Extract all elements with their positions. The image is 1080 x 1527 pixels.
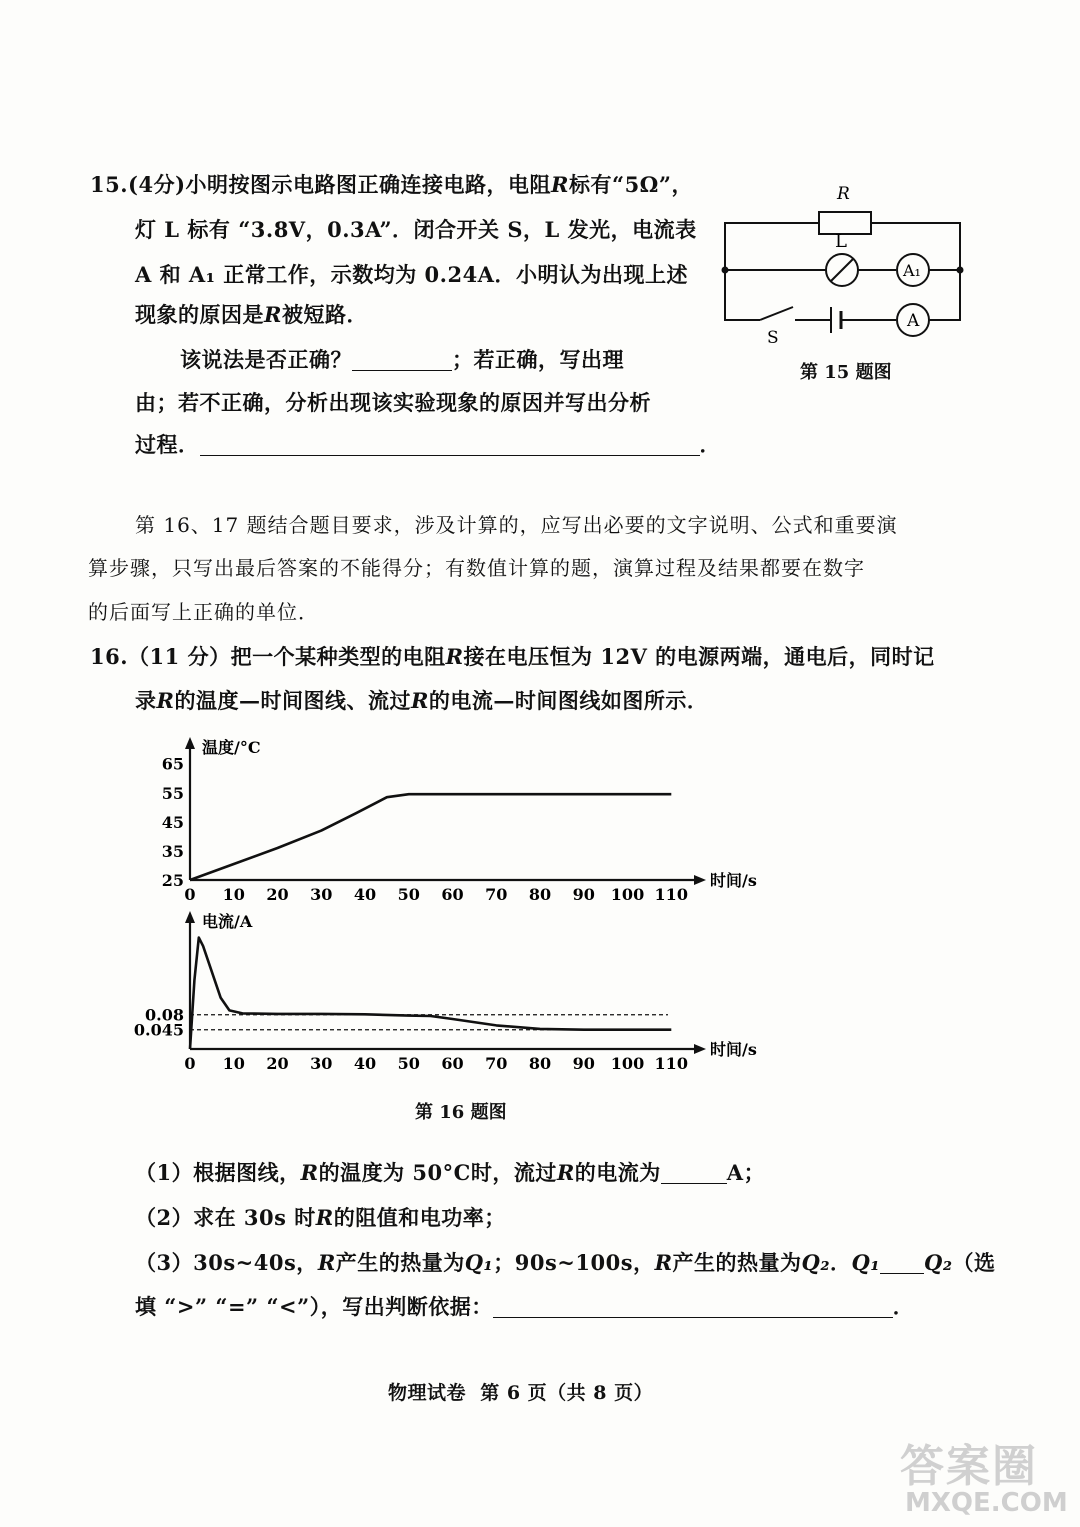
q16-line1 (90, 642, 935, 672)
q16-sub1 (135, 1158, 765, 1188)
q16-text: 的温度—时间图线、流过 (174, 688, 411, 713)
q15-line1 (90, 170, 693, 200)
q16-text: ． (892, 1294, 915, 1319)
y-axis-label: 温度/°C (202, 738, 261, 757)
figure-16-caption: 第 16 题图 (415, 1102, 507, 1123)
var-q2: Q₂ (924, 1250, 953, 1275)
answer-blank[interactable] (200, 433, 700, 456)
q16-text: 的电流—时间图线如图所示． (428, 688, 709, 713)
q16-text: 产生的热量为 (335, 1250, 465, 1275)
x-tick-label: 80 (528, 1054, 552, 1073)
series-line (190, 938, 671, 1049)
x-axis-label: 时间/s (710, 1040, 757, 1059)
q15-text: 标有“5Ω”， (568, 172, 693, 197)
q15-line5 (180, 345, 624, 375)
q15-line7 (135, 430, 721, 460)
var-r: R (410, 688, 429, 713)
x-axis-arrow (694, 875, 706, 885)
y-tick-label: 0.08 (145, 1005, 184, 1025)
var-r: R (156, 688, 175, 713)
q16-text: 的电流为 (574, 1160, 661, 1185)
series-line (190, 794, 671, 880)
q16-sub2 (135, 1203, 506, 1233)
y-axis-arrow (185, 737, 195, 749)
q16-sub3-line2 (135, 1292, 914, 1322)
x-tick-label: 90 (572, 1054, 595, 1073)
x-tick-label: 90 (572, 885, 595, 904)
x-tick-label: 60 (441, 885, 464, 904)
q16-text: （3）30s~40s， (135, 1250, 318, 1275)
figure-15-caption: 第 15 题图 (800, 362, 892, 383)
q15-number: 15. (90, 172, 129, 197)
var-r: R (556, 1160, 575, 1185)
q15-line4 (135, 300, 368, 330)
q16-line2 (135, 686, 708, 716)
junction-dot (957, 267, 964, 274)
x-tick-label: 20 (266, 1054, 289, 1073)
x-tick-label: 70 (485, 885, 508, 904)
q16-text: ． (830, 1250, 852, 1275)
q15-line6: 由；若不正确，分析出现该实验现象的原因并写出分析 (135, 390, 651, 415)
x-tick-label: 60 (441, 1054, 464, 1073)
q16-text: 的阻值和电功率； (333, 1205, 506, 1230)
q15-text: 被短路． (281, 302, 368, 327)
x-tick-label: 0 (184, 885, 196, 904)
instruction-line2: 算步骤，只写出最后答案的不能得分；有数值计算的题，演算过程及结果都要在数字 (88, 556, 865, 580)
y-tick-label: 55 (161, 783, 184, 803)
y-axis-label: 电流/A (202, 912, 253, 931)
q16-text: 填 “>” “=” “<”），写出判断依据： (135, 1294, 493, 1319)
y-tick-label: 25 (161, 871, 184, 890)
x-tick-label: 110 (654, 885, 688, 904)
x-axis-arrow (694, 1044, 706, 1054)
q16-text: A； (726, 1160, 766, 1185)
x-tick-label: 10 (222, 885, 245, 904)
x-tick-label: 80 (528, 885, 552, 904)
instruction-line1: 第 16、17 题结合题目要求，涉及计算的，应写出必要的文字说明、公式和重要演 (135, 513, 898, 537)
var-q2: Q₂ (801, 1250, 831, 1275)
q16-text: 录 (135, 688, 157, 713)
current-time-chart (133, 912, 780, 1090)
label-switch: S (767, 328, 779, 348)
y-tick-label: 65 (161, 754, 184, 774)
junction-dot (722, 267, 729, 274)
answer-blank[interactable] (493, 1295, 893, 1318)
x-tick-label: 40 (353, 1054, 377, 1073)
q15-text: ；若正确，写出理 (452, 347, 624, 372)
y-tick-label: 35 (161, 841, 184, 861)
x-tick-label: 10 (222, 1054, 245, 1073)
temperature-time-chart (140, 735, 780, 915)
x-tick-label: 100 (610, 1054, 645, 1073)
q16-text: ；90s~100s， (493, 1250, 655, 1275)
label-r: R (837, 184, 850, 204)
var-r: R (445, 644, 464, 669)
var-q1: Q₁ (464, 1250, 494, 1275)
answer-blank[interactable] (880, 1251, 924, 1274)
watermark-url: MXQE.COM (905, 1488, 1068, 1518)
q15-text: 小明按图示电路图正确连接电路，电阻 (185, 172, 552, 197)
x-tick-label: 50 (397, 885, 420, 904)
var-r: R (264, 302, 282, 327)
q16-number: 16. (90, 644, 129, 669)
answer-blank[interactable] (661, 1161, 727, 1184)
label-lamp: L (835, 231, 847, 252)
x-tick-label: 50 (397, 1054, 420, 1073)
circuit-diagram (715, 175, 975, 375)
x-tick-label: 70 (485, 1054, 508, 1073)
x-tick-label: 110 (654, 1054, 688, 1073)
q15-text: 现象的原因是 (135, 302, 264, 327)
var-q1: Q₁ (851, 1250, 881, 1275)
answer-blank[interactable] (352, 348, 452, 371)
q15-line3: A 和 A₁ 正常工作，示数均为 0.24A．小明认为出现上述 (135, 262, 688, 287)
q16-text: （11 分）把一个某种类型的电阻 (128, 644, 446, 669)
q16-text: （2）求在 30s 时 (135, 1205, 316, 1230)
var-r: R (315, 1205, 334, 1230)
q15-score: (4分) (128, 172, 186, 197)
instruction-line3: 的后面写上正确的单位． (88, 600, 319, 624)
q16-text: 接在电压恒为 12V 的电源两端，通电后，同时记 (463, 644, 935, 669)
q15-text: ． (699, 432, 721, 457)
x-tick-label: 0 (184, 1054, 196, 1073)
var-r: R (551, 172, 569, 197)
q16-text: （1）根据图线， (135, 1160, 301, 1185)
x-tick-label: 20 (266, 885, 289, 904)
y-tick-label: 45 (161, 812, 184, 832)
x-tick-label: 30 (310, 1054, 333, 1073)
label-ammeter-a1: A₁ (903, 261, 921, 280)
label-ammeter-a: A (907, 311, 920, 331)
q16-text: （选 (952, 1250, 996, 1275)
x-axis-label: 时间/s (710, 871, 757, 890)
var-r: R (300, 1160, 319, 1185)
watermark-logo: 答案圈 (900, 1441, 1038, 1492)
x-tick-label: 40 (353, 885, 377, 904)
q16-text: 产生的热量为 (672, 1250, 802, 1275)
q15-line2: 灯 L 标有 “3.8V，0.3A”．闭合开关 S，L 发光，电流表 (135, 217, 697, 242)
q16-text: 的温度为 50°C时，流过 (318, 1160, 557, 1185)
x-tick-label: 30 (310, 885, 333, 904)
var-r: R (317, 1250, 336, 1275)
y-tick-label: 0.045 (133, 1020, 184, 1040)
x-tick-label: 100 (610, 885, 645, 904)
page-footer: 物理试卷 第 6 页（共 8 页） (388, 1382, 654, 1404)
var-r: R (654, 1250, 673, 1275)
q15-text: 该说法是否正确？ (180, 347, 352, 372)
q15-text: 过程． (135, 432, 200, 457)
q16-sub3 (135, 1248, 996, 1278)
